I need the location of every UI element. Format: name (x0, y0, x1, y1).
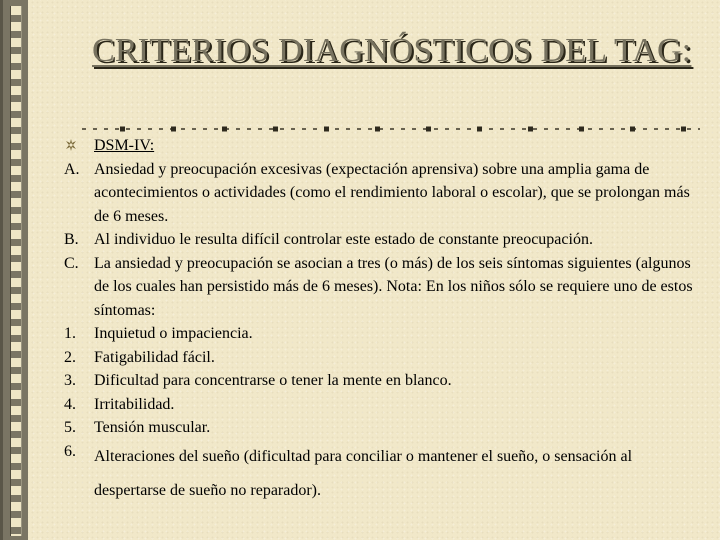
divider-square (681, 127, 686, 132)
list-item-marker: 6. (64, 442, 76, 460)
divider-square (477, 127, 482, 132)
list-item (64, 393, 704, 417)
dsm-heading-row (64, 134, 704, 158)
divider-square (579, 127, 584, 132)
list-item (64, 416, 704, 440)
list-item-text: Irritabilidad. (94, 395, 175, 413)
list-item (64, 158, 704, 229)
divider-square (222, 127, 227, 132)
list-item-marker: 3. (64, 372, 76, 389)
list-item-marker: 5. (64, 419, 76, 436)
list-item-marker: B. (64, 231, 79, 248)
divider-square (426, 127, 431, 132)
film-strip-edge (0, 0, 3, 540)
list-item (64, 228, 704, 252)
list-item (64, 369, 704, 393)
list-item-text: Inquietud o impaciencia. (94, 325, 253, 342)
list-item (64, 322, 704, 346)
list-item-text: Dificultad para concentrarse o tener la mente en blanco. (94, 372, 452, 389)
divider-square (324, 127, 329, 132)
heading-bullet (64, 134, 94, 158)
dotted-divider (82, 126, 700, 132)
film-strip-decoration (0, 0, 28, 540)
list-item-text: Al individuo le resulta difícil controlar este estado de constante preocupación. (94, 231, 593, 248)
list-item-text: Fatigabilidad fácil. (94, 348, 215, 366)
divider-square (630, 127, 635, 132)
list-item-marker: 1. (64, 325, 76, 342)
list-item (64, 252, 704, 323)
page-title: CRITERIOS DIAGNÓSTICOS DEL TAG: (92, 32, 692, 69)
list-item-text: Ansiedad y preocupación excesivas (expectación aprensiva) sobre una amplia gama de acontecimientos o actividades (como el rendimiento laboral o escolar), que se prolongan más de 6 meses. (94, 160, 690, 225)
divider-square (375, 127, 380, 132)
film-strip-holes (10, 6, 22, 536)
criteria-list (64, 134, 704, 508)
divider-square (273, 127, 278, 132)
list-item-text: Tensión muscular. (94, 419, 211, 436)
divider-square (120, 127, 125, 132)
fleur-bullet-icon (64, 136, 78, 150)
list-item-marker: C. (64, 254, 79, 272)
divider-square (528, 127, 533, 132)
list-item-text: Alteraciones del sueño (dificultad para conciliar o mantener el sueño, o sensación al despertarse de sueño no reparador). (94, 447, 633, 499)
list-item-text: La ansiedad y preocupación se asocian a tres (o más) de los seis síntomas siguientes (algunos de los cuales han persistido más de 6 meses). Nota: En los niños sólo se requiere uno de estos síntomas: (94, 254, 693, 319)
divider-square (171, 127, 176, 132)
list-item (64, 440, 704, 508)
dsm-heading: DSM-IV: (94, 137, 155, 154)
list-item-marker: 4. (64, 395, 76, 413)
list-item-marker: A. (64, 160, 80, 178)
list-item (64, 346, 704, 370)
list-item-marker: 2. (64, 348, 76, 366)
